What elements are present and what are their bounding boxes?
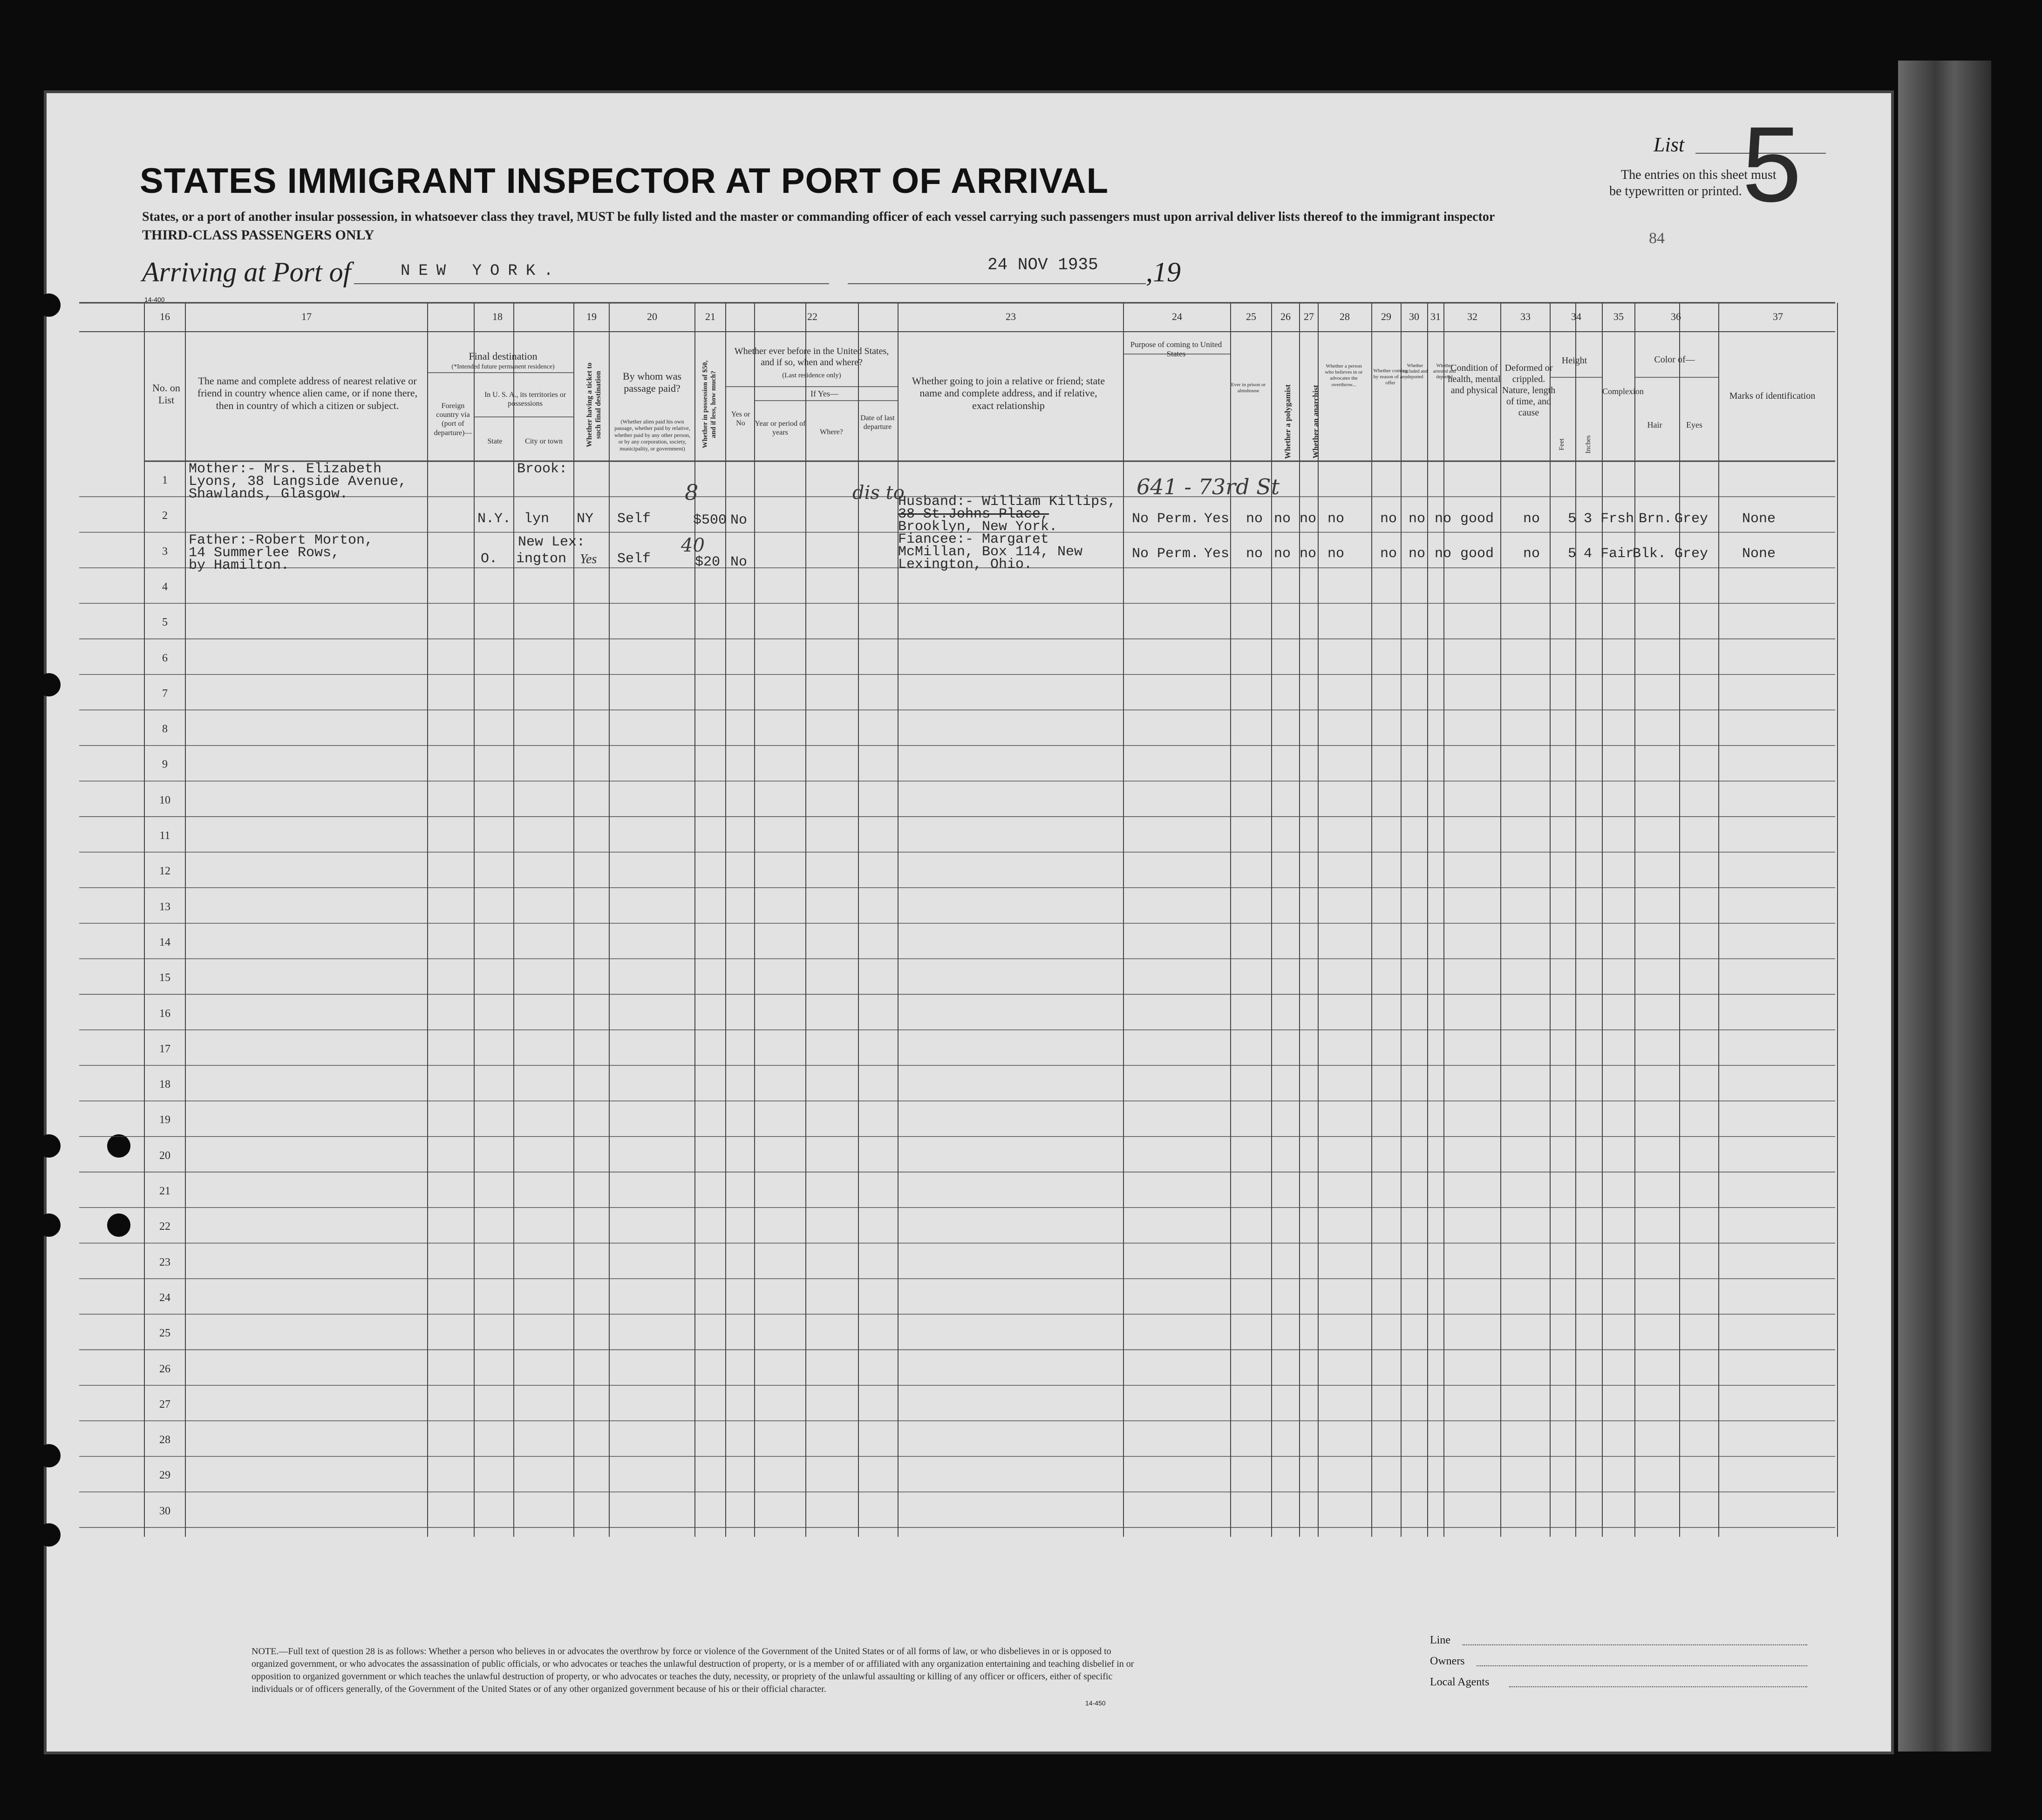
row-number: 21 — [159, 1185, 170, 1197]
row-1-c28: no — [1300, 511, 1317, 527]
col-18-city: City or town — [525, 437, 563, 445]
col-19-header: Whether having a ticket to such final destination — [585, 362, 602, 448]
column-number: 20 — [647, 311, 657, 322]
col-18-foreign: Foreign country via (port of departure)— — [434, 402, 472, 437]
col-34-header: Height — [1561, 355, 1587, 366]
row-2-anarchist: no — [1274, 546, 1291, 562]
typewritten-note-1: The entries on this sheet must — [1621, 168, 1777, 182]
owners-underline — [1477, 1665, 1807, 1666]
row-1-relative-line2: Lyons, 38 Langside Avenue, — [189, 474, 407, 490]
sheet-number: 84 — [1649, 230, 1665, 247]
col-36-header: Color of— — [1654, 354, 1695, 365]
row-number: 30 — [159, 1505, 170, 1517]
row-number: 19 — [159, 1114, 170, 1126]
col-24-header: Purpose of coming to United States — [1130, 340, 1222, 359]
col-34-inches: Inches — [1585, 435, 1592, 454]
row-2-c30: no — [1380, 546, 1397, 562]
row-number: 1 — [162, 474, 168, 486]
column-number: 21 — [705, 311, 715, 322]
row-number: 15 — [159, 972, 170, 984]
row-number: 5 — [162, 616, 168, 629]
col-25-header: Ever in prison or almshouse — [1231, 382, 1266, 394]
row-number: 13 — [159, 900, 170, 913]
column-number: 32 — [1467, 311, 1477, 322]
row-2-join-line3: Lexington, Ohio. — [898, 557, 1033, 573]
row-1-health: good — [1460, 511, 1494, 527]
row-number: 3 — [162, 545, 168, 558]
row-1-relative-line3: Shawlands, Glasgow. — [189, 486, 348, 502]
arriving-label: Arriving at Port of — [142, 257, 351, 287]
row-2-money-handwritten: 40 — [681, 535, 705, 556]
row-1-city-line1: Brook: — [517, 461, 568, 477]
agents-label: Local Agents — [1430, 1676, 1490, 1688]
row-1-eyes: Grey — [1674, 511, 1708, 527]
col-36-eyes: Eyes — [1686, 420, 1702, 429]
row-number: 17 — [159, 1043, 170, 1055]
row-1-c32: no — [1435, 511, 1452, 527]
page-title: STATES IMMIGRANT INSPECTOR AT PORT OF ARRIVAL — [140, 161, 1109, 201]
col-18-state: State — [487, 437, 503, 445]
column-number: 25 — [1246, 311, 1256, 322]
row-2-feet: 5 — [1568, 546, 1577, 562]
col-23-header: Whether going to join a relative or friend; state name and complete address, and if relative, exact relationship — [912, 375, 1105, 411]
row-1-purpose: No Perm. — [1132, 511, 1199, 527]
col-22-date: Date of last departure — [860, 414, 895, 431]
row-1-join-handwritten: dis to — [852, 482, 905, 504]
col-37-header: Marks of identification — [1729, 391, 1816, 401]
row-1-anarchist: no — [1274, 511, 1291, 527]
row-1-c29: no — [1327, 511, 1345, 527]
year-label: ,19 — [1146, 257, 1181, 287]
row-1-join-line1: Husband:- William Killips, — [898, 494, 1116, 510]
col-22-year: Year or period of years — [755, 420, 806, 437]
row-2-c28: no — [1300, 546, 1317, 562]
row-number: 2 — [162, 510, 168, 522]
row-number: 23 — [159, 1256, 170, 1268]
col-18-note: (*Intended future permanent residence) — [451, 363, 555, 370]
row-1-relative-line1: Mother:- Mrs. Elizabeth — [189, 461, 382, 477]
col-32-header: Condition of health, mental and physical — [1448, 363, 1501, 395]
col-22-where: Where? — [820, 428, 843, 436]
row-1-join-line2: 38 St.Johns Place, — [898, 506, 1049, 522]
column-number: 29 — [1381, 311, 1391, 322]
footer-form-code: 14-450 — [1085, 1699, 1106, 1707]
row-1-c31: no — [1409, 511, 1426, 527]
col-35-header: Complexion — [1602, 387, 1644, 396]
col-22-yesno: Yes or No — [731, 410, 750, 428]
class-line: THIRD-CLASS PASSENGERS ONLY — [142, 227, 374, 243]
row-number: 26 — [159, 1363, 170, 1375]
col-17-header: The name and complete address of nearest relative or friend in country whence alien came, or if none there, then in country of which a citizen or subject. — [197, 375, 418, 411]
column-number: 24 — [1172, 311, 1182, 322]
col-22-note: (Last residence only) — [782, 372, 841, 379]
col-21-header: Whether in possession of $50, and if less, how much? — [701, 360, 717, 449]
column-number: 31 — [1430, 311, 1441, 322]
column-number: 35 — [1613, 311, 1624, 322]
col-34-feet: Feet — [1558, 438, 1566, 450]
row-number: 29 — [159, 1469, 170, 1482]
column-number: 16 — [160, 311, 170, 322]
row-2-purpose: No Perm. — [1132, 546, 1199, 562]
row-number: 28 — [159, 1434, 170, 1446]
row-number: 22 — [159, 1220, 170, 1233]
col-no-on-list: No. on List — [152, 382, 180, 406]
row-1-money-handwritten: 8 — [685, 480, 699, 505]
row-1-before-us: No — [730, 512, 748, 528]
row-number: 27 — [159, 1398, 170, 1411]
row-1-city-line2: lyn — [524, 511, 550, 527]
col-26-header: Whether a polygamist — [1283, 384, 1292, 459]
row-1-prison: Yes — [1204, 511, 1230, 527]
row-2-city-line1: New Lex: — [518, 534, 585, 550]
column-number: 37 — [1773, 311, 1783, 322]
col-18-header: Final destination — [469, 350, 538, 362]
row-number: 10 — [159, 794, 170, 806]
row-2-join-line2: McMillan, Box 114, New — [898, 544, 1083, 560]
row-1-deformed: no — [1523, 511, 1540, 527]
instructions-line: States, or a port of another insular possession, in whatsoever class they travel, MUST be fully listed and the master or commanding officer of each vessel carrying such passengers must upon arrival deliver lists thereof to the immigrant inspector — [142, 210, 1495, 224]
col-28-header: Whether a person who believes in or advocates the overthrow... — [1325, 363, 1363, 388]
row-2-join-line1: Fiancee:- Margaret — [898, 532, 1049, 547]
row-2-marks: None — [1742, 546, 1776, 562]
row-number: 8 — [162, 723, 168, 736]
column-number: 28 — [1340, 311, 1350, 322]
column-number: 30 — [1409, 311, 1419, 322]
col-18-usa: In U. S. A., its territories or possessions — [484, 391, 566, 408]
row-2-money: $20 — [695, 554, 721, 570]
row-2-c29: no — [1327, 546, 1345, 562]
col-30-header: Whether excluded and deported — [1402, 363, 1428, 380]
row-2-prison: Yes — [1204, 546, 1230, 562]
row-1-money: $500 — [693, 512, 727, 528]
row-1-marks: None — [1742, 511, 1776, 527]
date-stamp: 24 NOV 1935 — [987, 255, 1098, 274]
row-number: 4 — [162, 580, 168, 593]
row-number: 11 — [159, 830, 170, 842]
row-2-state: O. — [481, 551, 498, 567]
row-number: 9 — [162, 758, 168, 771]
form-code: 14-400 — [144, 296, 165, 303]
owners-label: Owners — [1430, 1655, 1465, 1667]
date-underline — [848, 283, 1146, 284]
row-2-relative-line3: by Hamilton. — [189, 558, 290, 573]
line-underline — [1463, 1644, 1807, 1645]
row-1-address-handwritten: 641 - 73rd St — [1137, 474, 1280, 499]
col-20-header: By whom was passage paid? — [623, 370, 681, 395]
row-2-polygamist: no — [1246, 546, 1263, 562]
row-2-relative-line1: Father:-Robert Morton, — [189, 532, 374, 548]
column-number: 27 — [1304, 311, 1314, 322]
column-number: 18 — [492, 311, 503, 322]
row-1-ticket: NY — [577, 511, 594, 527]
list-number: 5 — [1742, 104, 1802, 224]
row-2-c32: no — [1435, 546, 1452, 562]
col-20-note: (Whether alien paid his own passage, whether paid by relative, whether paid by any other person, or by any corporation, society, municipality, or government) — [614, 418, 691, 452]
list-label: List — [1654, 133, 1685, 156]
question-28-note: NOTE.—Full text of question 28 is as follows: Whether a person who believes in or advocates the overthrow by force or violence of the Government of the United States or of all forms of law, or who disbelieves in or is opposed to organized government, or who advocates the assassination of public officials, or who advocates or teaches the unlawful destruction of property, or is a member of or affiliated with any organization entertaining and teaching disbelief in or opposition to organized government or which teaches the unlawful destruction of property, or who advocates or teaches the duty, necessity, or propriety of the unlawful assaulting or killing of any officer or officers, either of specific individuals or of officers generally, of the Government of the United States or of any other organized government because of his or their official character. — [252, 1646, 1134, 1694]
col-22-ifyes: If Yes— — [810, 389, 838, 398]
row-1-polygamist: no — [1246, 511, 1263, 527]
row-2-health: good — [1460, 546, 1494, 562]
column-number: 36 — [1671, 311, 1681, 322]
row-2-paid-by: Self — [617, 551, 651, 567]
row-2-complexion: Fair — [1600, 546, 1634, 562]
column-number: 33 — [1520, 311, 1531, 322]
line-label: Line — [1430, 1634, 1450, 1646]
row-1-paid-by: Self — [617, 511, 651, 527]
row-number: 18 — [159, 1078, 170, 1091]
row-number: 16 — [159, 1007, 170, 1020]
row-number: 25 — [159, 1327, 170, 1340]
col-33-header: Deformed or crippled. Nature, length of time, and cause — [1502, 363, 1556, 418]
row-1-state: N.Y. — [477, 511, 511, 527]
row-2-eyes: Grey — [1674, 546, 1708, 562]
column-number: 22 — [807, 311, 817, 322]
row-2-ticket: Yes — [580, 552, 597, 566]
row-1-join-line3: Brooklyn, New York. — [898, 519, 1058, 535]
column-number: 23 — [1006, 311, 1016, 322]
row-1-complexion: Frsh — [1600, 511, 1634, 527]
row-number: 7 — [162, 687, 168, 700]
column-number: 17 — [301, 311, 312, 322]
row-number: 14 — [159, 936, 170, 948]
row-2-hair: Blk. — [1633, 546, 1667, 562]
row-2-relative-line2: 14 Summerlee Rows, — [189, 545, 340, 561]
row-1-c30: no — [1380, 511, 1397, 527]
row-number: 6 — [162, 652, 168, 664]
row-number: 24 — [159, 1291, 170, 1304]
column-number: 34 — [1571, 311, 1581, 322]
column-number: 19 — [586, 311, 597, 322]
row-2-deformed: no — [1523, 546, 1540, 562]
port-name: NEW YORK. — [401, 262, 562, 280]
row-1-feet: 5 — [1568, 511, 1577, 527]
row-2-c31: no — [1409, 546, 1426, 562]
row-2-city-line2: ington — [516, 551, 567, 567]
row-1-inches: 3 — [1584, 511, 1593, 527]
col-36-hair: Hair — [1647, 420, 1662, 429]
column-number: 26 — [1280, 311, 1291, 322]
col-31-header: Whether arrested and deported — [1433, 363, 1456, 380]
port-underline — [354, 283, 829, 284]
row-2-before-us: No — [730, 554, 748, 570]
agents-underline — [1509, 1686, 1807, 1687]
col-22-header: Whether ever before in the United States, and if so, when and where? — [734, 346, 889, 368]
col-27-header: Whether an anarchist — [1311, 385, 1320, 459]
col-29-header: Whether coming by reason of any offer — [1373, 368, 1408, 386]
row-number: 20 — [159, 1149, 170, 1162]
row-number: 12 — [159, 865, 170, 878]
row-2-inches: 4 — [1584, 546, 1593, 562]
row-1-hair: Brn. — [1639, 511, 1673, 527]
typewritten-note-2: be typewritten or printed. — [1609, 184, 1742, 198]
